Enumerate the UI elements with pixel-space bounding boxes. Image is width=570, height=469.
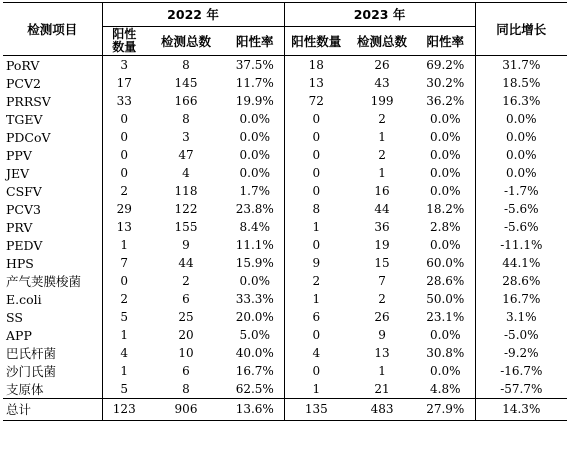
row-positive-2023: 0 (284, 236, 348, 254)
row-item-name: SS (6, 309, 23, 325)
row-total-2022: 8 (182, 111, 190, 126)
header-year-2022: 2022 年 (102, 3, 284, 27)
row-positive-2023: 2 (284, 272, 348, 290)
row-total-2023: 7 (378, 273, 386, 288)
row-positive-2023: 72 (284, 92, 348, 110)
row-growth: 0.0% (475, 146, 567, 164)
row-rate-2022: 23.8% (235, 201, 274, 216)
row-total-2023: 1 (378, 129, 386, 144)
row-item-name: HPS (6, 255, 34, 271)
row-item-name: PRV (6, 219, 33, 235)
row-positive-2022: 0 (102, 146, 146, 164)
row-total-2022: 166 (174, 93, 198, 108)
row-rate-2023: 30.8% (426, 345, 465, 360)
row-rate-2023: 0.0% (430, 327, 461, 342)
table-row (3, 74, 567, 92)
row-positive-2023: 0 (284, 128, 348, 146)
row-growth: 16.7% (475, 290, 567, 308)
row-item-name: 巴氏杆菌 (6, 345, 57, 361)
row-rate-2023: 60.0% (426, 255, 465, 270)
table-row (3, 146, 567, 164)
row-positive-2023: 1 (284, 218, 348, 236)
row-positive-2023: 4 (284, 344, 348, 362)
row-growth: 18.5% (475, 74, 567, 92)
row-rate-2023: 69.2% (426, 57, 465, 72)
row-total-2022: 10 (178, 345, 194, 360)
row-positive-2023: 8 (284, 200, 348, 218)
row-rate-2023: 23.1% (426, 309, 465, 324)
total-total-2022: 906 (146, 399, 226, 421)
row-positive-2022: 2 (102, 182, 146, 200)
row-positive-2022: 2 (102, 290, 146, 308)
row-total-2022: 8 (182, 57, 190, 72)
row-growth: 31.7% (475, 56, 567, 75)
row-rate-2023: 18.2% (426, 201, 465, 216)
header-2022-positive-line1: 阳性 (112, 27, 137, 41)
row-item-name: E.coli (6, 291, 42, 307)
row-rate-2022: 20.0% (235, 309, 274, 324)
row-rate-2022: 11.1% (235, 237, 274, 252)
row-positive-2022: 0 (102, 110, 146, 128)
row-growth: 44.1% (475, 254, 567, 272)
row-total-2023: 26 (374, 309, 390, 324)
row-positive-2022: 4 (102, 344, 146, 362)
row-total-2022: 145 (174, 75, 198, 90)
table-row (3, 290, 567, 308)
row-item-name: PEDV (6, 237, 43, 253)
table-row (3, 272, 567, 290)
row-positive-2023: 1 (284, 380, 348, 399)
row-positive-2023: 13 (284, 74, 348, 92)
row-rate-2023: 0.0% (430, 237, 461, 252)
row-growth: -9.2% (475, 344, 567, 362)
row-rate-2022: 0.0% (239, 273, 270, 288)
table-row (3, 236, 567, 254)
table-row (3, 254, 567, 272)
row-item-name: APP (6, 327, 32, 343)
table-body (3, 56, 567, 421)
row-positive-2023: 6 (284, 308, 348, 326)
header-growth: 同比增长 (475, 3, 567, 56)
table-row (3, 128, 567, 146)
row-item-name: 产气荚膜梭菌 (6, 273, 82, 289)
header-2022-rate: 阳性率 (226, 27, 284, 56)
table-row (3, 110, 567, 128)
row-total-2023: 43 (374, 75, 390, 90)
row-rate-2023: 0.0% (430, 129, 461, 144)
row-total-2023: 26 (374, 57, 390, 72)
table-row (3, 92, 567, 110)
row-positive-2022: 33 (102, 92, 146, 110)
row-total-2023: 44 (374, 201, 390, 216)
row-rate-2022: 16.7% (235, 363, 274, 378)
row-rate-2022: 33.3% (235, 291, 274, 306)
row-growth: 0.0% (475, 110, 567, 128)
row-positive-2023: 0 (284, 164, 348, 182)
row-total-2023: 2 (378, 291, 386, 306)
row-total-2022: 25 (178, 309, 194, 324)
row-positive-2023: 0 (284, 146, 348, 164)
header-2022-positive-line2: 数量 (112, 40, 137, 54)
row-total-2023: 21 (374, 381, 390, 396)
row-rate-2022: 0.0% (239, 165, 270, 180)
row-rate-2023: 0.0% (430, 147, 461, 162)
row-total-2022: 47 (178, 147, 194, 162)
row-item-name: TGEV (6, 111, 43, 127)
row-positive-2023: 0 (284, 110, 348, 128)
row-rate-2023: 2.8% (430, 219, 461, 234)
row-positive-2022: 7 (102, 254, 146, 272)
detection-table-wrapper (3, 2, 567, 421)
row-item-name: 沙门氏菌 (6, 363, 57, 379)
row-total-2022: 44 (178, 255, 194, 270)
total-row (3, 399, 567, 421)
row-rate-2023: 50.0% (426, 291, 465, 306)
header-2022-total: 检测总数 (146, 27, 226, 56)
row-rate-2023: 4.8% (430, 381, 461, 396)
total-label: 总计 (3, 399, 102, 421)
row-total-2022: 8 (182, 381, 190, 396)
table-row (3, 200, 567, 218)
row-growth: -5.6% (475, 200, 567, 218)
row-total-2022: 155 (174, 219, 198, 234)
row-rate-2022: 62.5% (235, 381, 274, 396)
row-growth: -1.7% (475, 182, 567, 200)
header-2023-rate: 阳性率 (416, 27, 475, 56)
row-rate-2022: 37.5% (235, 57, 274, 72)
row-growth: -11.1% (475, 236, 567, 254)
header-2022-positive (102, 27, 146, 56)
row-rate-2022: 0.0% (239, 129, 270, 144)
table-row (3, 164, 567, 182)
header-year-2023: 2023 年 (284, 3, 475, 27)
table-row (3, 56, 567, 75)
row-positive-2022: 3 (102, 56, 146, 75)
row-rate-2023: 28.6% (426, 273, 465, 288)
table-row (3, 344, 567, 362)
row-positive-2022: 5 (102, 308, 146, 326)
row-rate-2022: 0.0% (239, 111, 270, 126)
header-item: 检测项目 (3, 3, 102, 56)
row-total-2023: 2 (378, 147, 386, 162)
row-positive-2023: 18 (284, 56, 348, 75)
row-item-name: PCV2 (6, 75, 41, 91)
table-row (3, 218, 567, 236)
row-positive-2023: 0 (284, 362, 348, 380)
row-positive-2023: 1 (284, 290, 348, 308)
row-positive-2022: 17 (102, 74, 146, 92)
row-positive-2022: 1 (102, 236, 146, 254)
row-total-2022: 4 (182, 165, 190, 180)
header-2023-positive: 阳性数量 (284, 27, 348, 56)
row-growth: -5.6% (475, 218, 567, 236)
row-positive-2022: 1 (102, 326, 146, 344)
row-growth: -57.7% (475, 380, 567, 399)
row-rate-2022: 8.4% (239, 219, 270, 234)
total-rate-2022: 13.6% (226, 399, 284, 421)
row-rate-2022: 1.7% (239, 183, 270, 198)
row-rate-2022: 5.0% (239, 327, 270, 342)
row-positive-2022: 0 (102, 128, 146, 146)
row-rate-2023: 0.0% (430, 183, 461, 198)
row-item-name: PPV (6, 147, 32, 163)
row-positive-2022: 1 (102, 362, 146, 380)
row-rate-2023: 0.0% (430, 111, 461, 126)
table-row (3, 362, 567, 380)
row-rate-2023: 0.0% (430, 165, 461, 180)
row-total-2022: 118 (174, 183, 198, 198)
row-positive-2022: 5 (102, 380, 146, 399)
row-total-2023: 13 (374, 345, 390, 360)
row-rate-2022: 15.9% (235, 255, 274, 270)
table-row (3, 380, 567, 399)
row-growth: 3.1% (475, 308, 567, 326)
row-item-name: 支原体 (6, 381, 44, 397)
header-2023-total: 检测总数 (348, 27, 416, 56)
total-positive-2023: 135 (284, 399, 348, 421)
row-total-2023: 16 (374, 183, 390, 198)
row-growth: -5.0% (475, 326, 567, 344)
row-total-2023: 1 (378, 363, 386, 378)
total-total-2023: 483 (348, 399, 416, 421)
row-total-2023: 19 (374, 237, 390, 252)
table-row (3, 326, 567, 344)
row-positive-2023: 0 (284, 326, 348, 344)
table-row (3, 182, 567, 200)
row-positive-2022: 29 (102, 200, 146, 218)
row-total-2022: 3 (182, 129, 190, 144)
row-total-2022: 2 (182, 273, 190, 288)
row-total-2022: 20 (178, 327, 194, 342)
row-total-2022: 6 (182, 291, 190, 306)
row-total-2023: 1 (378, 165, 386, 180)
row-total-2022: 6 (182, 363, 190, 378)
row-item-name: PDCoV (6, 129, 51, 145)
total-positive-2022: 123 (102, 399, 146, 421)
row-positive-2023: 9 (284, 254, 348, 272)
total-growth: 14.3% (475, 399, 567, 421)
row-rate-2022: 11.7% (235, 75, 274, 90)
row-item-name: CSFV (6, 183, 42, 199)
row-growth: -16.7% (475, 362, 567, 380)
row-total-2023: 9 (378, 327, 386, 342)
row-item-name: PCV3 (6, 201, 41, 217)
row-growth: 0.0% (475, 128, 567, 146)
row-growth: 16.3% (475, 92, 567, 110)
total-rate-2023: 27.9% (416, 399, 475, 421)
row-rate-2023: 30.2% (426, 75, 465, 90)
row-rate-2023: 36.2% (426, 93, 465, 108)
row-rate-2023: 0.0% (430, 363, 461, 378)
row-total-2023: 2 (378, 111, 386, 126)
table-row (3, 308, 567, 326)
row-total-2023: 36 (374, 219, 390, 234)
row-rate-2022: 19.9% (235, 93, 274, 108)
row-item-name: PRRSV (6, 93, 51, 109)
row-positive-2022: 0 (102, 164, 146, 182)
row-rate-2022: 0.0% (239, 147, 270, 162)
row-rate-2022: 40.0% (235, 345, 274, 360)
row-positive-2022: 13 (102, 218, 146, 236)
detection-results-table (3, 2, 567, 421)
row-growth: 28.6% (475, 272, 567, 290)
row-positive-2022: 0 (102, 272, 146, 290)
row-total-2022: 122 (174, 201, 198, 216)
row-positive-2023: 0 (284, 182, 348, 200)
row-item-name: JEV (6, 165, 30, 181)
row-item-name: PoRV (6, 57, 40, 73)
row-total-2023: 199 (370, 93, 394, 108)
table-header (3, 3, 567, 56)
row-growth: 0.0% (475, 164, 567, 182)
row-total-2023: 15 (374, 255, 390, 270)
row-total-2022: 9 (182, 237, 190, 252)
